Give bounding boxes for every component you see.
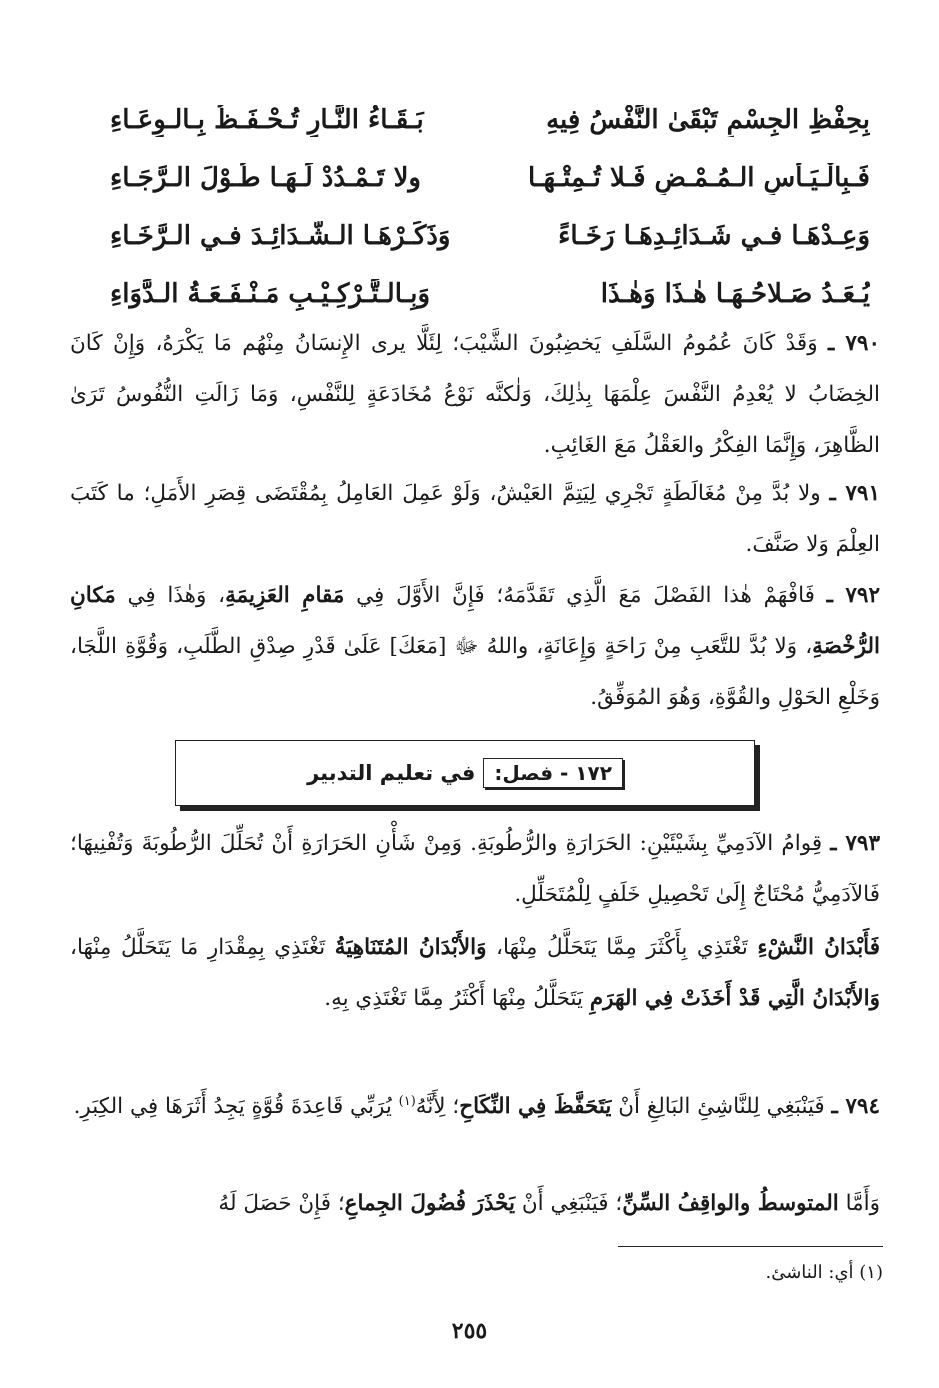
footnote: (١) أي: الناشئ. [765, 1262, 883, 1283]
bold-term: يَحْذَرَ فُضُولَ الجِماعِ [344, 1191, 516, 1216]
section-heading-box [175, 740, 755, 806]
paragraph-number: ٧٩٣ ـ [830, 831, 880, 856]
bold-term: مَقامِ العَزِيمَةِ [225, 583, 345, 608]
bold-term: مَكانِ الرُّخْصَةِ [70, 583, 880, 659]
poem-hemistich-left: بَـقَـاءُ النَّـارِ تُـحْـفَـظُ بِـالـوِعَـاءِ [110, 105, 424, 136]
poem-hemistich-right: بِحِفْظِ الجِسْمِ تَبْقَىٰ النَّفْسُ فِيهِ [546, 105, 870, 136]
paragraph-793-continued [70, 922, 880, 1024]
paragraph-body: تَغْتَذِي بِمِقْدَارِ مَا يَتَحَلَّلُ مِنْهَا، [70, 935, 335, 960]
paragraph-text [70, 1178, 880, 1229]
paragraph-body: ، وَلا بُدَّ للتَّعَبِ مِنْ رَاحَةٍ وَإِعَانَةٍ، واللهُ ﷻ [مَعَكَ] عَلَىٰ قَدْرِ صِدْقِ الطَّلَبِ، وَقُوَّةِ اللَّجَا، وَخَلْعِ الحَوْلِ والقُوَّةِ، وَهُوَ المُوَفِّقُ. [70, 634, 880, 710]
section-title: في تعليم التدبير [307, 761, 476, 785]
poem-hemistich-left: وَبِـالـتَّـرْكِـيْـبِ مَـنْـفَـعَـةُ الـدَّوَاءِ [110, 279, 431, 310]
paragraph-791 [70, 468, 880, 570]
paragraph-number: ٧٩٠ ـ [828, 331, 880, 356]
paragraph-body: ، وَهٰذَا فِي [115, 583, 226, 608]
paragraph-text [70, 468, 880, 570]
paragraph-body: قِوامُ الآدَمِيِّ بِشَيْئَيْنِ: الحَرَارَةِ والرُّطُوبَةِ. وَمِنْ شَأْنِ الحَرَارَةِ أَنْ تُحَلِّلَ الرُّطُوبَةَ وَتُفْنِيهَا؛ فَالآدَمِيُّ مُحْتَاجٌ إِلَىٰ تَحْصِيلِ خَلَفٍ لِلْمُتَحَلِّلِ. [70, 831, 880, 907]
section-label: ١٧٢ - فصل: [483, 758, 623, 788]
paragraph-body: ولا بُدَّ مِنْ مُغَالَطَةٍ تَجْرِي لِيَتِمَّ العَيْشُ، وَلَوْ عَمِلَ العَامِلُ بِمُقْتَضَى قِصَرِ الأَمَلِ؛ ما كَتَبَ العِلْمَ وَلا صَنَّفَ. [70, 481, 880, 557]
paragraph-text [70, 570, 880, 723]
paragraph-text [70, 1076, 880, 1132]
paragraph-number: ٧٩١ ـ [829, 481, 880, 506]
paragraph-body: يُرَبِّي قَاعِدَةَ قُوَّةٍ يَجِدُ أَثَرَهَا فِي الكِبَرِ. [73, 1094, 399, 1120]
poem-hemistich-left: ولا تَـمْـدُدْ لَـهَـا طُـوْلَ الـرَّجَـاءِ [110, 163, 421, 194]
bold-term: فَأَبْدَانُ النَّشْءِ [757, 935, 880, 960]
section-heading [307, 758, 623, 788]
paragraph-793 [70, 818, 880, 920]
paragraph-text [70, 818, 880, 920]
paragraph-body: ؛ لِأَنَّهُ [415, 1094, 460, 1120]
poem-hemistich-right: وَعِـدْهَـا فـي شَـدَائِـدِهَـا رَخَـاءً [558, 221, 870, 252]
paragraph-body: ؛ فَإِنْ حَصَلَ لَهُ [218, 1191, 345, 1216]
paragraph-body: يَتَحَلَّلُ مِنْهَا أَكْثَرُ مِمَّا تَغْتَذِي بِهِ. [324, 986, 590, 1011]
poem-verse [110, 208, 870, 266]
bold-term: المتوسطُ والواقِفُ السِّنِّ [622, 1191, 839, 1216]
poem-hemistich-right: فَـبِالْـيَـأْسِ الـمُـمْـضِ فَـلا تُـمِتْـهَـا [528, 163, 870, 194]
paragraph-body: فَيَنْبَغِي لِلنَّاشِئِ البَالِغِ أَنْ [611, 1094, 832, 1120]
paragraph-body: ؛ فَيَنْبَغِي أَنْ [515, 1191, 623, 1216]
bold-term: يَتَحَفَّظَ فِي النِّكَاحِ [459, 1094, 612, 1120]
bold-term: وَالأَبْدَانُ المُتَنَاهِيَةُ [334, 935, 487, 960]
bold-term: وَالأَبْدَانُ الَّتِي قَدْ أَخَذَتْ فِي الهَرَمِ [589, 986, 880, 1011]
page-number: ٢٥٥ [451, 1318, 488, 1344]
paragraph-body: تَغْتَذِي بِأَكْثَرَ مِمَّا يَتَحَلَّلُ مِنْهَا، [486, 935, 758, 960]
paragraph-794-continued [70, 1178, 880, 1229]
paragraph-790 [70, 318, 880, 471]
paragraph-794 [70, 1076, 880, 1132]
poem-verse [110, 92, 870, 150]
poem-hemistich-left: وَذَكِّـرْهَـا الـشَّـدَائِـدَ فـي الـرَّخَـاءِ [110, 221, 451, 252]
paragraph-body: فَافْهَمْ هٰذا الفَصْلَ مَعَ الَّذِي تَقَدَّمَهُ؛ فَإِنَّ الأَوَّلَ فِي [344, 583, 827, 608]
paragraph-792 [70, 570, 880, 723]
footnote-marker[interactable]: (١) [398, 1094, 416, 1109]
paragraph-body: وَأَمَّا [838, 1191, 880, 1216]
paragraph-number: ٧٩٢ ـ [826, 583, 880, 608]
poem-verse [110, 266, 870, 324]
paragraph-number: ٧٩٤ ـ [831, 1094, 880, 1120]
paragraph-text [70, 318, 880, 471]
paragraph-text [70, 922, 880, 1024]
footnote-divider [618, 1246, 883, 1247]
poem [110, 92, 870, 324]
paragraph-body: وَقَدْ كَانَ عُمُومُ السَّلَفِ يَخضِبُونَ الشَّيْبَ؛ لِئَلَّا يرى الإِنسَانُ مِنْهُم مَا يَكْرَهُ، وَإِنْ كَانَ الخِضَابُ لا يُعْدِمُ النَّفْسَ عِلْمَهَا بِذٰلِكَ، وَلٰكنَّه نَوْعُ مُخَادَعَةٍ لِلنَّفْسِ، وَمَا زَالَتِ النُّفُوسُ تَرَىٰ الظَّاهِرَ، وَإِنَّمَا الفِكْرُ والعَقْلُ مَعَ الغَائِبِ. [70, 331, 880, 458]
poem-verse [110, 150, 870, 208]
poem-hemistich-right: يُـعَـدُ صَـلاحُـهَـا هٰـذَا وَهٰـذَا [600, 279, 870, 310]
